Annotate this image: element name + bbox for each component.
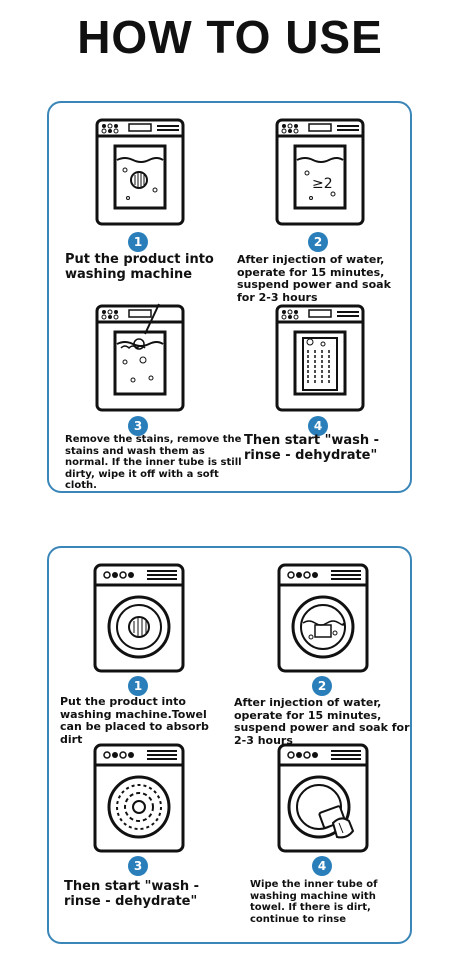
step-1-caption: Put the product into washing machine bbox=[65, 252, 214, 282]
front-loader-wipe-icon bbox=[277, 743, 369, 855]
top-loader-spin-icon bbox=[275, 300, 365, 412]
top-loader-tablet-icon bbox=[95, 118, 185, 228]
step-4-badge: 4 bbox=[308, 416, 328, 436]
soak-hours-label: ≥2 bbox=[312, 176, 333, 192]
step-4-caption: Then start "wash - rinse - dehydrate" bbox=[244, 433, 380, 463]
step-1-badge: 1 bbox=[128, 232, 148, 252]
step-1-caption-bottom: Put the product into washing machine.Towel can be placed to absorb dirt bbox=[60, 695, 209, 746]
top-loader-soak-icon bbox=[275, 118, 365, 228]
step-2-badge: 2 bbox=[308, 232, 328, 252]
page-title: HOW TO USE bbox=[77, 11, 383, 63]
front-loader-spin-icon bbox=[93, 743, 185, 855]
step-3-badge: 3 bbox=[128, 416, 148, 436]
step-2-caption: After injection of water, operate for 15 minutes, suspend power and soak for 2-3 hours bbox=[237, 253, 391, 304]
step-3-badge-bottom: 3 bbox=[128, 856, 148, 876]
step-1-badge-bottom: 1 bbox=[128, 676, 148, 696]
step-3-caption-bottom: Then start "wash - rinse - dehydrate" bbox=[64, 879, 200, 909]
top-loader-stain-icon bbox=[95, 300, 185, 412]
step-4-badge-bottom: 4 bbox=[312, 856, 332, 876]
front-loader-tablet-icon bbox=[93, 563, 185, 675]
front-loader-soak-icon bbox=[277, 563, 369, 675]
step-3-caption: Remove the stains, remove the stains and wash them as normal. If the inner tube is still dirty, wipe it off with a soft cloth. bbox=[65, 434, 242, 491]
step-4-caption-bottom: Wipe the inner tube of washing machine with towel. If there is dirt, continue to rinse bbox=[250, 879, 378, 925]
step-2-badge-bottom: 2 bbox=[312, 676, 332, 696]
step-2-caption-bottom: After injection of water, operate for 15 minutes, suspend power and soak for 2-3 hours bbox=[234, 696, 410, 747]
